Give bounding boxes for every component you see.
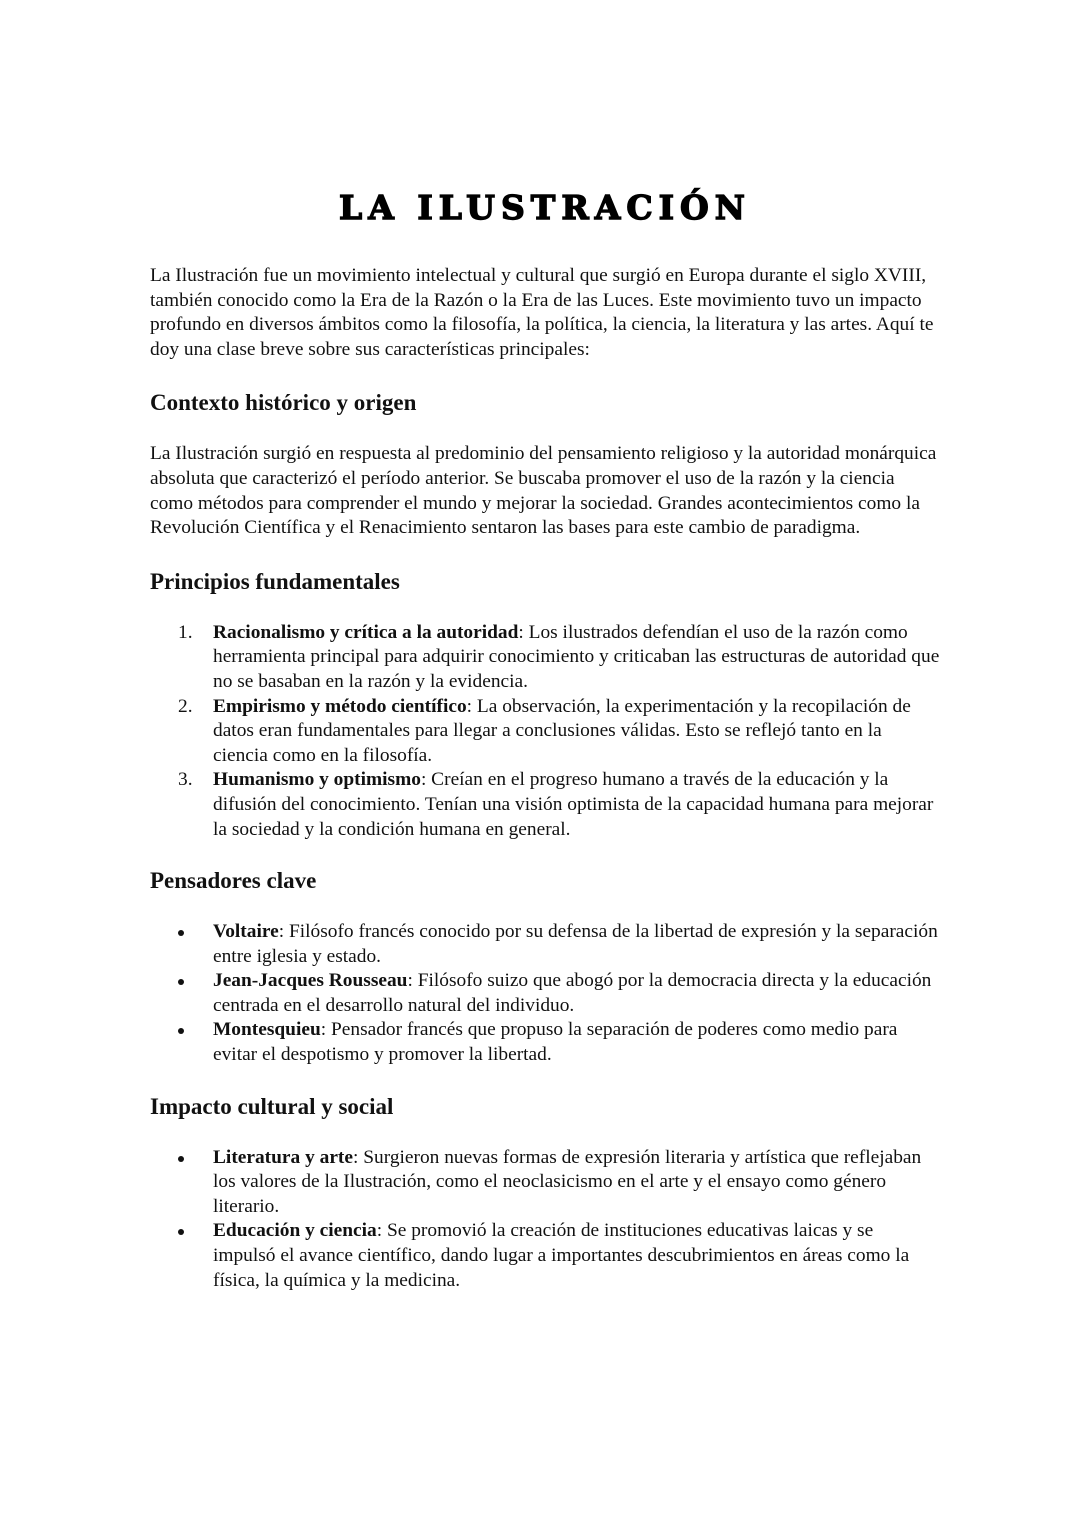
item-term: Montesquieu	[213, 1019, 321, 1041]
item-text: : Filósofo francés conocido por su defensa de la libertad de expresión y la separación entre iglesia y estado.	[213, 921, 938, 967]
bullet-icon	[178, 979, 184, 985]
item-term: Humanismo y optimismo	[213, 769, 421, 791]
item-text: : Se promovió la creación de instituciones educativas laicas y se impulsó el avance científico, dando lugar a importantes descubrimientos en áreas como la física, la química y la medicina.	[213, 1220, 910, 1291]
list-number: 2.	[178, 695, 193, 717]
principios-list	[150, 621, 940, 842]
pensadores-list	[150, 920, 940, 1068]
item-text: : Los ilustrados defendían el uso de la razón como herramienta principal para adquirir conocimiento y criticaban las estructuras de autoridad que no se basaban en la razón y la evidencia.	[213, 621, 940, 692]
item-term: Literatura y arte	[213, 1146, 353, 1168]
document-page	[150, 186, 940, 1293]
list-item	[150, 1018, 940, 1067]
bullet-icon	[178, 1229, 184, 1235]
item-term: Voltaire	[213, 921, 279, 943]
list-item	[150, 768, 940, 842]
item-text: : La observación, la experimentación y la recopilación de datos eran fundamentales para llegar a conclusiones válidas. Esto se reflejó tanto en la ciencia como en la filosofía.	[213, 695, 911, 766]
heading-pensadores: Pensadores clave	[150, 868, 317, 894]
bullet-icon	[178, 1028, 184, 1034]
list-item	[150, 695, 940, 769]
item-text: : Surgieron nuevas formas de expresión literaria y artística que reflejaban los valores de la Ilustración, como el neoclasicismo en el arte y el ensayo como género literario.	[213, 1146, 922, 1217]
list-item	[150, 621, 940, 695]
bullet-icon	[178, 1156, 184, 1162]
heading-impacto: Impacto cultural y social	[150, 1093, 394, 1119]
item-term: Empirismo y método científico	[213, 695, 467, 717]
bullet-icon	[178, 930, 184, 936]
heading-contexto: Contexto histórico y origen	[150, 390, 417, 416]
item-text: : Filósofo suizo que abogó por la democracia directa y la educación centrada en el desarrollo natural del individuo.	[213, 970, 932, 1016]
intro-paragraph: La Ilustración fue un movimiento intelectual y cultural que surgió en Europa durante el siglo XVIII, también conocido como la Era de la Razón o la Era de las Luces. Este movimiento tuvo un impacto profundo en diversos ámbitos como la filosofía, la política, la ciencia, la literatura y las artes. Aquí te doy una clase breve sobre sus características principales:	[150, 265, 934, 360]
list-item	[150, 920, 940, 969]
item-text: : Creían en el progreso humano a través de la educación y la difusión del conocimiento. Tenían una visión optimista de la capacidad humana para mejorar la sociedad y la condición humana en general.	[213, 769, 934, 840]
contexto-paragraph: La Ilustración surgió en respuesta al predominio del pensamiento religioso y la autoridad monárquica absoluta que caracterizó el período anterior. Se buscaba promover el uso de la razón y la ciencia como métodos para comprender el mundo y mejorar la sociedad. Grandes acontecimientos como la Revolución Científica y el Renacimiento sentaron las bases para este cambio de paradigma.	[150, 443, 937, 539]
item-term: Jean-Jacques Rousseau	[213, 970, 408, 992]
list-item	[150, 969, 940, 1018]
item-term: Racionalismo y crítica a la autoridad	[213, 621, 519, 643]
impacto-list	[150, 1146, 940, 1294]
list-number: 3.	[178, 769, 193, 791]
list-item	[150, 1219, 940, 1293]
document-title: LA ILUSTRACIÓN	[339, 188, 751, 227]
item-text: : Pensador francés que propuso la separación de poderes como medio para evitar el despotismo y promover la libertad.	[213, 1019, 898, 1066]
list-number: 1.	[178, 621, 193, 643]
item-term: Educación y ciencia	[213, 1220, 377, 1242]
list-item	[150, 1146, 940, 1220]
heading-principios: Principios fundamentales	[150, 568, 400, 594]
